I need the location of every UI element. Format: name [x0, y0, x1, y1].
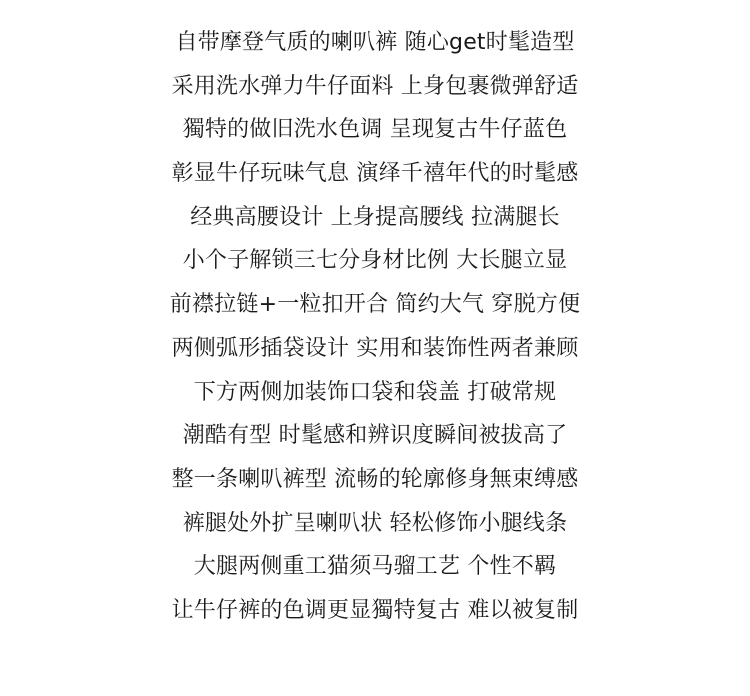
description-line: 裤腿处外扩呈喇叭状 轻松修饰小腿线条 [182, 510, 568, 536]
product-description [0, 21, 750, 633]
description-line: 獨特的做旧洗水色调 呈现复古牛仔蓝色 [182, 117, 568, 143]
description-line: 下方两侧加装饰口袋和袋盖 打破常规 [193, 379, 557, 405]
description-line: 彰显牛仔玩味气息 演绎千禧年代的时髦感 [171, 161, 579, 187]
description-line: 经典高腰设计 上身提高腰线 拉满腿长 [190, 204, 560, 230]
description-line: 让牛仔裤的色调更显獨特复古 难以被复制 [171, 597, 579, 623]
description-line: 采用洗水弹力牛仔面料 上身包裹微弹舒适 [171, 73, 579, 99]
description-line: 大腿两侧重工猫须马骝工艺 个性不羁 [193, 554, 557, 580]
description-line: 自带摩登气质的喇叭裤 随心get时髦造型 [175, 30, 575, 55]
description-line: 潮酷有型 时髦感和辨识度瞬间被拔高了 [182, 423, 568, 449]
description-line: 前襟拉链+一粒扣开合 简约大气 穿脱方便 [169, 292, 581, 318]
description-line: 整一条喇叭裤型 流畅的轮廓修身無束缚感 [171, 466, 579, 492]
description-line: 小个子解锁三七分身材比例 大长腿立显 [182, 248, 568, 274]
description-line: 两侧弧形插袋设计 实用和装饰性两者兼顾 [171, 335, 579, 361]
